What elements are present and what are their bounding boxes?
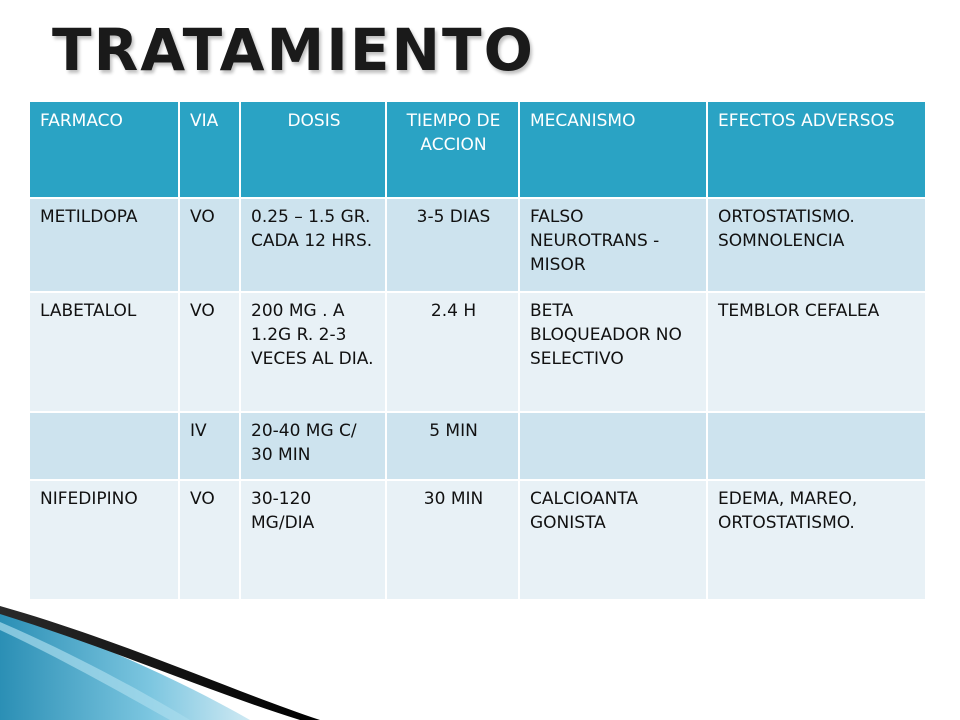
header-cell-dosis: DOSIS bbox=[240, 101, 386, 198]
table-row bbox=[29, 412, 926, 480]
header-cell-farmaco: FARMACO bbox=[29, 101, 179, 198]
table-cell-efectos: TEMBLOR CEFALEA bbox=[707, 292, 926, 412]
table-cell-tiempo: 30 MIN bbox=[386, 480, 519, 600]
table-cell-tiempo: 5 MIN bbox=[386, 412, 519, 480]
header-cell-mecanismo: MECANISMO bbox=[519, 101, 707, 198]
table-cell-mecanismo bbox=[519, 412, 707, 480]
table-cell-efectos: ORTOSTATISMO. SOMNOLENCIA bbox=[707, 198, 926, 292]
table-cell-via: VO bbox=[179, 198, 240, 292]
table-cell-farmaco: METILDOPA bbox=[29, 198, 179, 292]
treatment-table bbox=[28, 100, 927, 601]
table-cell-efectos: EDEMA, MAREO, ORTOSTATISMO. bbox=[707, 480, 926, 600]
table-cell-tiempo: 2.4 H bbox=[386, 292, 519, 412]
table-cell-mecanismo: CALCIOANTA GONISTA bbox=[519, 480, 707, 600]
table-header-row bbox=[29, 101, 926, 198]
table-cell-dosis: 200 MG . A 1.2G R. 2-3 VECES AL DIA. bbox=[240, 292, 386, 412]
header-cell-tiempo-de-accion: TIEMPO DE ACCION bbox=[386, 101, 519, 198]
table-cell-tiempo: 3-5 DIAS bbox=[386, 198, 519, 292]
table-row bbox=[29, 292, 926, 412]
table-cell-via: IV bbox=[179, 412, 240, 480]
table-cell-farmaco bbox=[29, 412, 179, 480]
table-cell-farmaco: LABETALOL bbox=[29, 292, 179, 412]
table-cell-via: VO bbox=[179, 480, 240, 600]
table-row bbox=[29, 480, 926, 600]
table-cell-farmaco: NIFEDIPINO bbox=[29, 480, 179, 600]
table-cell-dosis: 0.25 – 1.5 GR. CADA 12 HRS. bbox=[240, 198, 386, 292]
table-row bbox=[29, 198, 926, 292]
table-cell-mecanismo: BETA BLOQUEADOR NO SELECTIVO bbox=[519, 292, 707, 412]
table-cell-dosis: 30-120 MG/DIA bbox=[240, 480, 386, 600]
slide-title: TRATAMIENTO bbox=[52, 16, 535, 84]
table-cell-via: VO bbox=[179, 292, 240, 412]
header-cell-efectos-adversos: EFECTOS ADVERSOS bbox=[707, 101, 926, 198]
table-cell-efectos bbox=[707, 412, 926, 480]
corner-swoosh-decoration bbox=[0, 600, 960, 720]
table-cell-mecanismo: FALSO NEUROTRANS -MISOR bbox=[519, 198, 707, 292]
header-cell-via: VIA bbox=[179, 101, 240, 198]
table-cell-dosis: 20-40 MG C/ 30 MIN bbox=[240, 412, 386, 480]
